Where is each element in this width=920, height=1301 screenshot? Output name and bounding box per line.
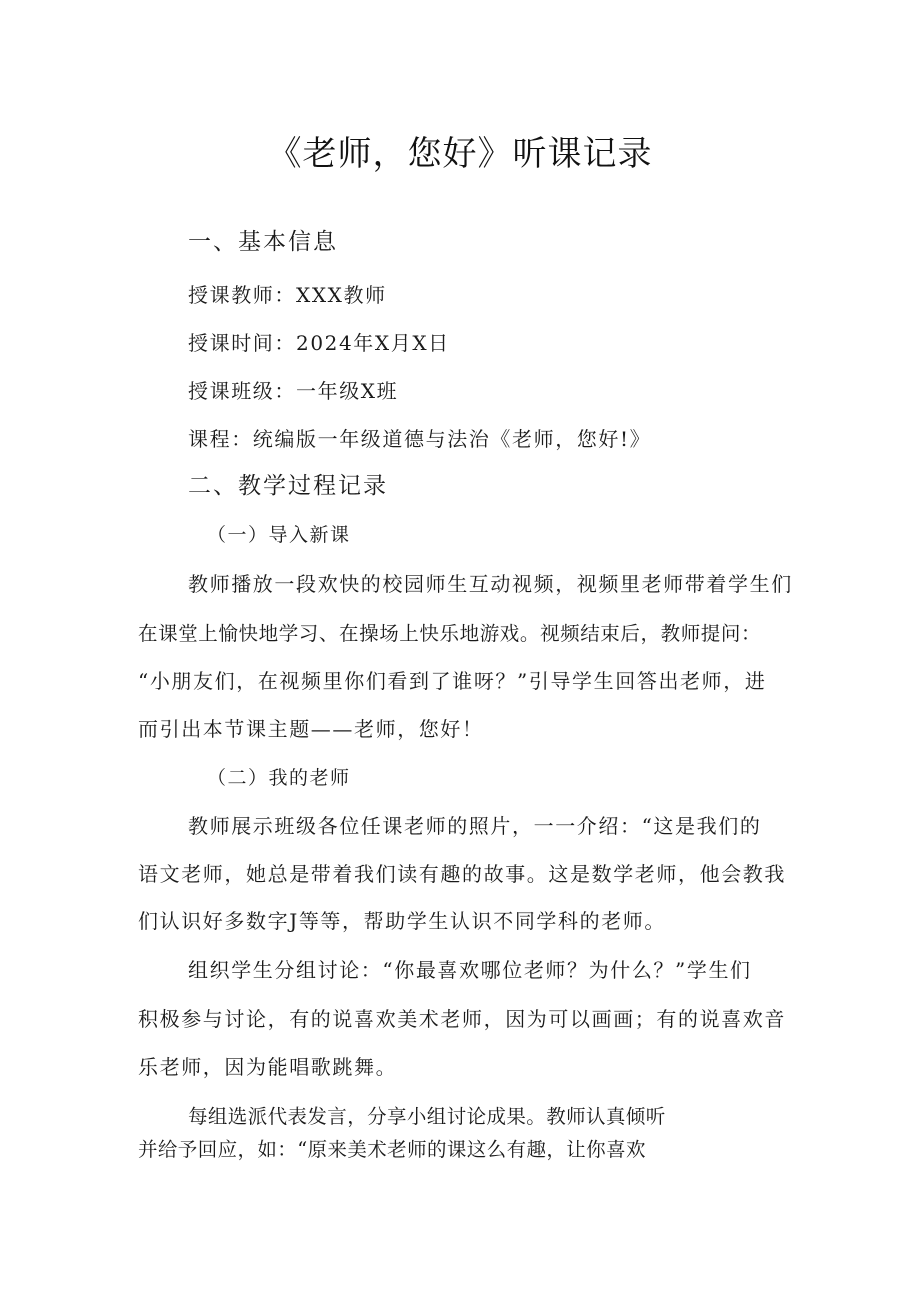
- info-class: 授课班级：一年级X班: [188, 379, 399, 403]
- info-time: 授课时间：2024年X月X日: [188, 331, 450, 355]
- my-teacher-para3-line: 并给予回应，如：“原来美术老师的课这么有趣，让你喜欢: [138, 1138, 646, 1161]
- my-teacher-para2-line: 组织学生分组讨论：“你最喜欢哪位老师？为什么？”学生们: [188, 958, 752, 982]
- my-teacher-para1-line: 教师展示班级各位任课老师的照片，一一介绍：“这是我们的: [188, 814, 762, 838]
- subheading-intro: （一）导入新课: [207, 524, 351, 546]
- document-title: 《老师，您好》听课记录: [267, 134, 653, 174]
- intro-line: 而引出本节课主题——老师，您好！: [138, 717, 484, 741]
- intro-line: 教师播放一段欢快的校园师生互动视频，视频里老师带着学生们: [188, 572, 793, 596]
- my-teacher-para2-line: 积极参与讨论，有的说喜欢美术老师，因为可以画画；有的说喜欢音: [138, 1007, 786, 1031]
- section-heading-basic-info: 一、基本信息: [188, 229, 338, 255]
- info-course: 课程：统编版一年级道德与法治《老师，您好!》: [188, 427, 652, 451]
- intro-line: “小朋友们，在视频里你们看到了谁呀？”引导学生回答出老师，进: [138, 669, 767, 693]
- section-heading-process: 二、教学过程记录: [188, 473, 388, 499]
- my-teacher-para3-line: 每组选派代表发言，分享小组讨论成果。教师认真倾听: [188, 1105, 666, 1128]
- info-teacher: 授课教师：XXX教师: [188, 283, 387, 307]
- intro-line: 在课堂上愉快地学习、在操场上快乐地游戏。视频结束后，教师提问：: [138, 622, 762, 645]
- my-teacher-para1-line: 语文老师，她总是带着我们读有趣的故事。这是数学老师，他会教我: [138, 862, 786, 886]
- my-teacher-para1-line: 们认识好多数字J等等，帮助学生认识不同学科的老师。: [138, 909, 667, 933]
- my-teacher-para2-line: 乐老师，因为能唱歌跳舞。: [138, 1055, 398, 1079]
- subheading-my-teacher: （二）我的老师: [207, 767, 351, 789]
